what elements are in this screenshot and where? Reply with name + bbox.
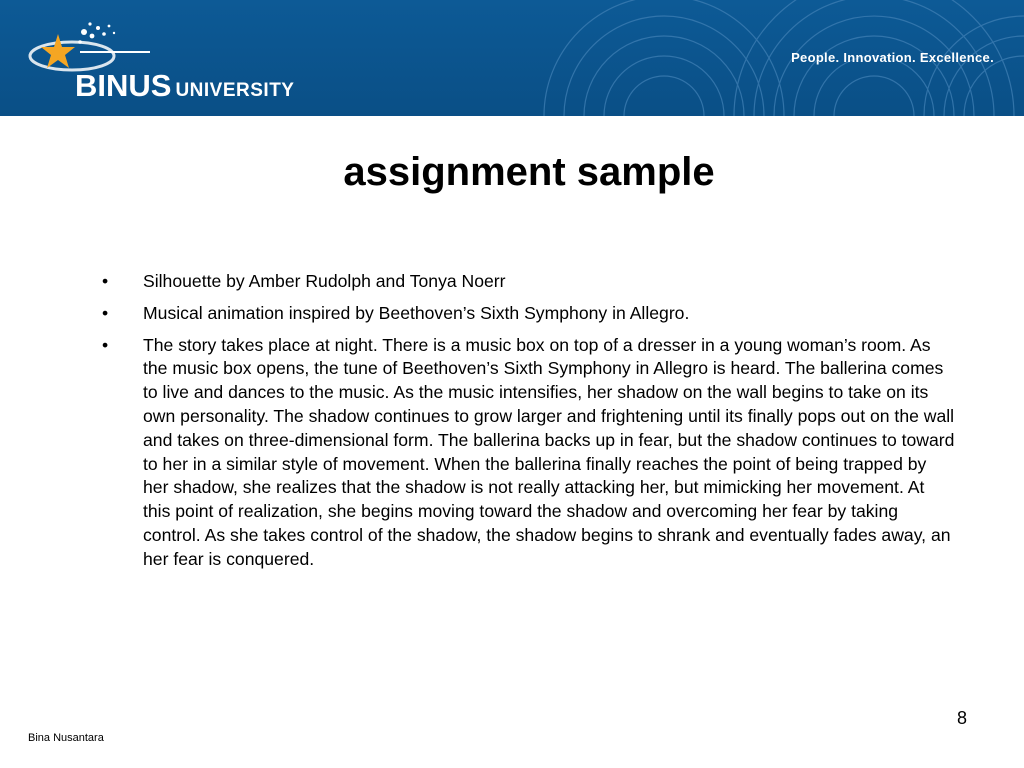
logo-brand: BINUS <box>75 68 172 103</box>
footer-organization: Bina Nusantara <box>28 732 104 744</box>
header-tagline: People. Innovation. Excellence. <box>791 50 994 65</box>
bullet-item: • Musical animation inspired by Beethoven’s Sixth Symphony in Allegro. <box>100 302 955 326</box>
page-number: 8 <box>956 708 967 728</box>
bullet-item: • The story takes place at night. There is a music box on top of a dresser in a young woman’s room. As the music box opens, the tune of Beethoven’s Sixth Symphony in Allegro is heard. The ballerina comes to live and dances to the music. As the music intensifies, her shadow on the wall begins to take on its own personality. The shadow continues to grow larger and frightening until its finally pops out on the wall and takes on three-dimensional form. The ballerina backs up in fear, but the shadow continues to toward to her in a similar style of movement. When the ballerina finally reaches the point of being trapped by her shadow, she realizes that the shadow is not really attacking her, but mimicking her movement. At this point of realization, she begins moving toward the shadow and overcoming her fear by taking control. As she takes control of the shadow, the shadow begins to shrank and eventually fades away, an her fear is conquered. <box>100 334 955 572</box>
logo-suffix: UNIVERSITY <box>175 80 295 101</box>
bullet-item: • Silhouette by Amber Rudolph and Tonya Noerr <box>100 270 955 294</box>
bullet-list <box>100 270 955 580</box>
slide-title: assignment sample <box>343 150 715 194</box>
slide-header <box>0 0 1024 116</box>
binus-university-logo <box>20 14 310 106</box>
logo-wordmark <box>75 68 294 104</box>
